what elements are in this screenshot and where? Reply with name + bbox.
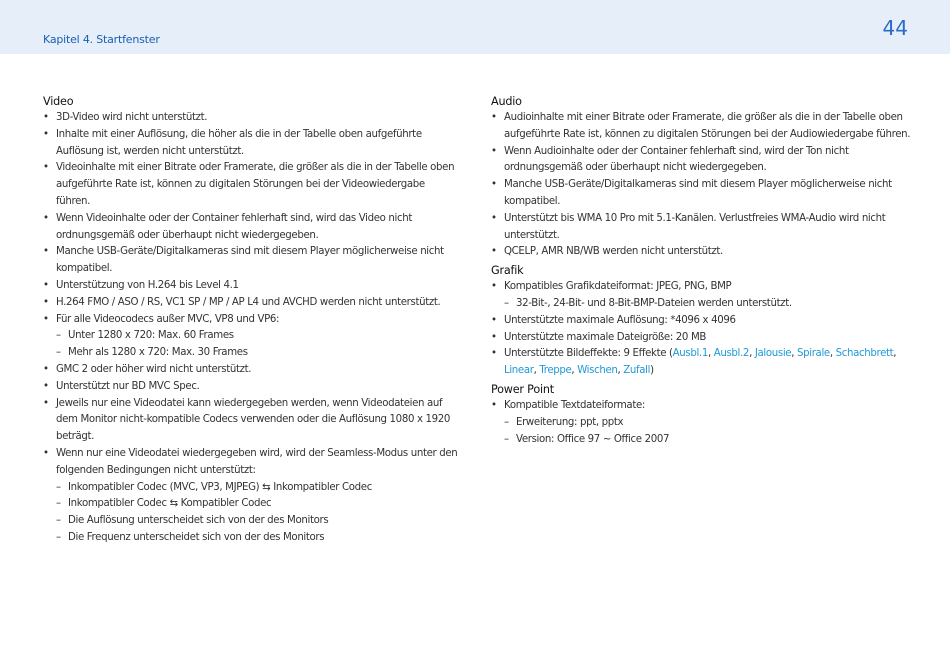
list-item: • Manche USB-Geräte/Digitalkameras sind mit diesem Player möglicherweise nicht kompatibel. [491,177,911,211]
effect-link[interactable]: Jalousie [754,348,792,360]
sub-list-item: – Inkompatibler Codec ⇆ Kompatibler Codec [43,496,458,513]
effect-link[interactable]: Schachbrett [835,348,894,360]
left-column [43,93,458,547]
list-item: • Inhalte mit einer Auflösung, die höher als die in der Tabelle oben aufgeführte Auflösung ist, werden nicht unterstützt. [43,127,458,161]
audio-heading: Audio [491,95,522,108]
audio-list [491,110,911,261]
sub-list-item: – Die Auflösung unterscheidet sich von der des Monitors [43,513,458,530]
effect-link[interactable]: Ausbl.2 [713,348,750,360]
effect-link[interactable]: Spirale [797,348,830,360]
image-effects-prefix: Unterstützte Bildeffekte: 9 Effekte ( [504,348,673,360]
image-effects-item [491,346,911,380]
sub-list-item: – Version: Office 97 ~ Office 2007 [491,432,911,449]
list-item: • Wenn nur eine Videodatei wiedergegeben wird, wird der Seamless-Modus unter den folgenden Bedingungen nicht unterstützt: [43,446,458,480]
right-column [491,93,911,448]
sub-list-item: – Erweiterung: ppt, pptx [491,415,911,432]
sub-list-item: – Mehr als 1280 x 720: Max. 30 Frames [43,345,458,362]
list-item: • Wenn Audioinhalte oder der Container fehlerhaft sind, wird der Ton nicht ordnungsgemäß oder überhaupt nicht wiedergegeben. [491,144,911,178]
effect-link[interactable]: Zufall [623,365,651,377]
sub-list-item: – Die Frequenz unterscheidet sich von der des Monitors [43,530,458,547]
effect-link[interactable]: Ausbl.1 [672,348,708,360]
page-number: 44 [882,16,908,40]
list-item: • Unterstützung von H.264 bis Level 4.1 [43,278,458,295]
list-item: • GMC 2 oder höher wird nicht unterstützt. [43,362,458,379]
list-item: • 3D-Video wird nicht unterstützt. [43,110,458,127]
sub-list-item: – Inkompatibler Codec (MVC, VP3, MJPEG) ⇆ Inkompatibler Codec [43,480,458,497]
image-effects-links: Ausbl.1, Ausbl.2, Jalousie, Spirale, Schachbrett, Linear, Treppe, Wischen, Zufall [504,348,897,377]
grafik-list [491,279,911,380]
list-item: • Unterstützt bis WMA 10 Pro mit 5.1-Kanälen. Verlustfreies WMA-Audio wird nicht unterstützt. [491,211,911,245]
list-item: • Für alle Videocodecs außer MVC, VP8 und VP6: [43,312,458,329]
powerpoint-heading: Power Point [491,382,554,396]
grafik-heading: Grafik [491,264,524,278]
list-item: • Unterstützte maximale Auflösung: *4096 x 4096 [491,313,911,330]
list-item: • H.264 FMO / ASO / RS, VC1 SP / MP / AP L4 und AVCHD werden nicht unterstützt. [43,295,458,312]
video-list [43,110,458,547]
effect-link[interactable]: Wischen [577,365,618,377]
list-item: • Kompatible Textdateiformate: [491,398,911,415]
list-item: • Jeweils nur eine Videodatei kann wiedergegeben werden, wenn Videodateien auf dem Monitor nicht-kompatible Codecs verwenden oder die Auflösung 1080 x 1920 beträgt. [43,396,458,446]
sub-list-item: – Unter 1280 x 720: Max. 60 Frames [43,328,458,345]
image-effects-suffix: ) [650,365,654,377]
list-item: • Wenn Videoinhalte oder der Container fehlerhaft sind, wird das Video nicht ordnungsgemäß oder überhaupt nicht wiedergegeben. [43,211,458,245]
sub-list-item: – 32-Bit-, 24-Bit- und 8-Bit-BMP-Dateien werden unterstützt. [491,296,911,313]
list-item: • Videoinhalte mit einer Bitrate oder Framerate, die größer als die in der Tabelle oben aufgeführte Rate ist, können zu digitalen Störungen bei der Videowiedergabe führen. [43,160,458,210]
list-item: • Unterstützte maximale Dateigröße: 20 MB [491,330,911,347]
page-header [0,0,950,54]
list-item: • Kompatibles Grafikdateiformat: JPEG, PNG, BMP [491,279,911,296]
effect-link[interactable]: Treppe [539,365,572,377]
effect-link[interactable]: Linear [504,365,534,377]
powerpoint-list [491,398,911,448]
video-heading: Video [43,95,74,108]
list-item: • Audioinhalte mit einer Bitrate oder Framerate, die größer als die in der Tabelle oben aufgeführte Rate ist, können zu digitalen Störungen bei der Audiowiedergabe führen. [491,110,911,144]
list-item: • QCELP, AMR NB/WB werden nicht unterstützt. [491,244,911,261]
list-item: • Manche USB-Geräte/Digitalkameras sind mit diesem Player möglicherweise nicht kompatibel. [43,244,458,278]
list-item: • Unterstützt nur BD MVC Spec. [43,379,458,396]
chapter-title: Kapitel 4. Startfenster [43,33,160,46]
